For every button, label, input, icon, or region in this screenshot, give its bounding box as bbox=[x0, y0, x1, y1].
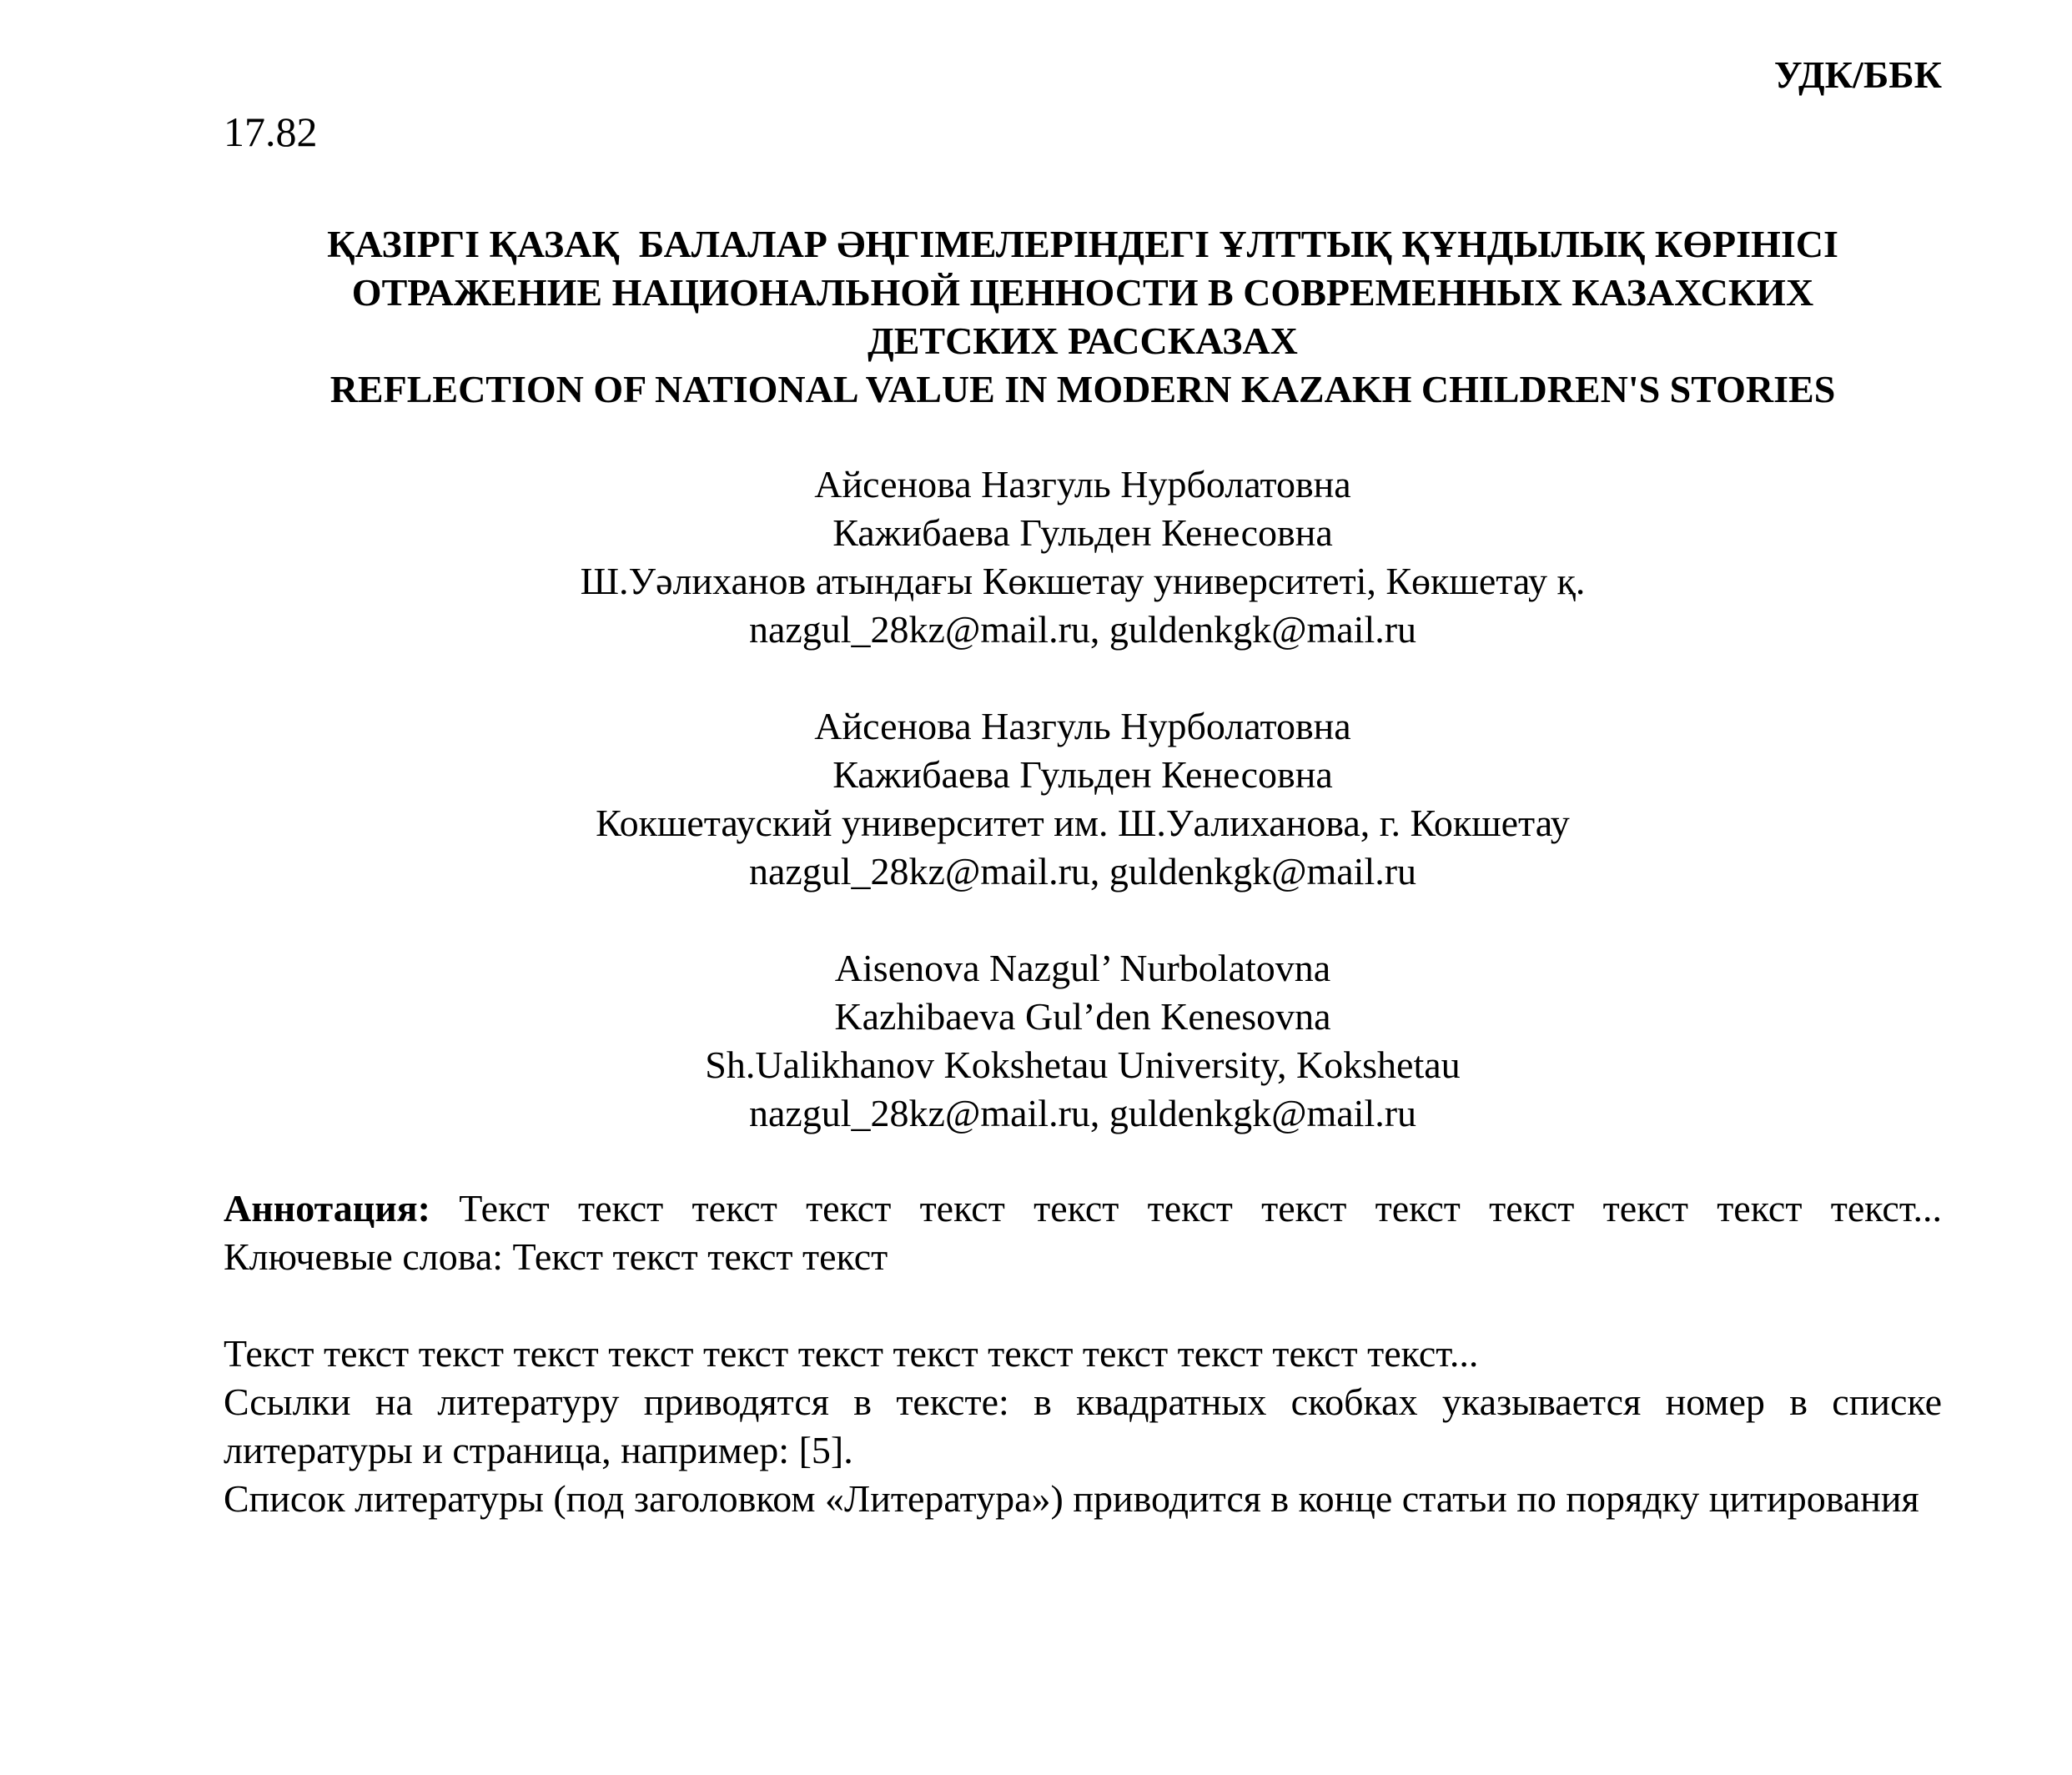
title-english: REFLECTION OF NATIONAL VALUE IN MODERN KAZAKH CHILDREN'S STORIES bbox=[329, 368, 1836, 410]
author-1: Айсенова Назгуль Нурболатовна bbox=[814, 705, 1351, 747]
abstract-text: Текст текст текст текст текст текст текст текст текст текст текст текст текст... bbox=[430, 1187, 1942, 1229]
title-russian-line2: ДЕТСКИХ РАССКАЗАХ bbox=[868, 319, 1298, 362]
keywords: Ключевые слова: Текст текст текст текст bbox=[224, 1235, 888, 1278]
author-emails: nazgul_28kz@mail.ru, guldenkgk@mail.ru bbox=[748, 1092, 1417, 1134]
affiliation: Sh.Ualikhanov Kokshetau University, Kokshetau bbox=[705, 1043, 1461, 1086]
body-text bbox=[224, 1330, 1942, 1523]
author-emails: nazgul_28kz@mail.ru, guldenkgk@mail.ru bbox=[748, 608, 1417, 651]
author-2: Кажибаева Гульден Кенесовна bbox=[832, 753, 1333, 796]
title-russian-line1: ОТРАЖЕНИЕ НАЦИОНАЛЬНОЙ ЦЕННОСТИ В СОВРЕМЕННЫХ КАЗАХСКИХ bbox=[351, 271, 1814, 314]
abstract-line bbox=[224, 1184, 1942, 1233]
document-page bbox=[224, 0, 1942, 1775]
author-1: Айсенова Назгуль Нурболатовна bbox=[814, 463, 1351, 505]
affiliation: Кокшетауский университет им. Ш.Уалиханова, г. Кокшетау bbox=[596, 802, 1570, 844]
author-2: Кажибаева Гульден Кенесовна bbox=[832, 511, 1333, 554]
udk-label: УДК/ББК bbox=[1773, 53, 1942, 96]
author-2: Kazhibaeva Gul’den Kenesovna bbox=[834, 995, 1331, 1038]
abstract-section bbox=[224, 1184, 1942, 1281]
author-1: Aisenova Nazgul’ Nurbolatovna bbox=[834, 947, 1331, 989]
body-paragraph-3: Список литературы (под заголовком «Литература») приводится в конце статьи по порядку цитирования bbox=[224, 1477, 1919, 1520]
author-emails: nazgul_28kz@mail.ru, guldenkgk@mail.ru bbox=[748, 850, 1417, 893]
authors-block-russian bbox=[224, 702, 1942, 896]
abstract-label: Аннотация: bbox=[224, 1187, 430, 1229]
affiliation: Ш.Уәлиханов атындағы Көкшетау университеті, Көкшетау қ. bbox=[580, 560, 1586, 602]
udk-code: 17.82 bbox=[224, 108, 318, 155]
title-kazakh: ҚАЗІРГІ ҚАЗАҚ БАЛАЛАР ӘҢГІМЕЛЕРІНДЕГІ ҰЛТТЫҚ ҚҰНДЫЛЫҚ КӨРІНІСІ bbox=[327, 223, 1838, 265]
authors-block-english bbox=[224, 944, 1942, 1138]
authors-block-kazakh bbox=[224, 460, 1942, 654]
body-paragraph-2: Ссылки на литературу приводятся в тексте: в квадратных скобках указывается номер в списке литературы и страница, например: [5]. bbox=[224, 1380, 1942, 1471]
article-titles bbox=[224, 220, 1942, 414]
body-paragraph-1: Текст текст текст текст текст текст текст текст текст текст текст текст текст... bbox=[224, 1332, 1479, 1375]
